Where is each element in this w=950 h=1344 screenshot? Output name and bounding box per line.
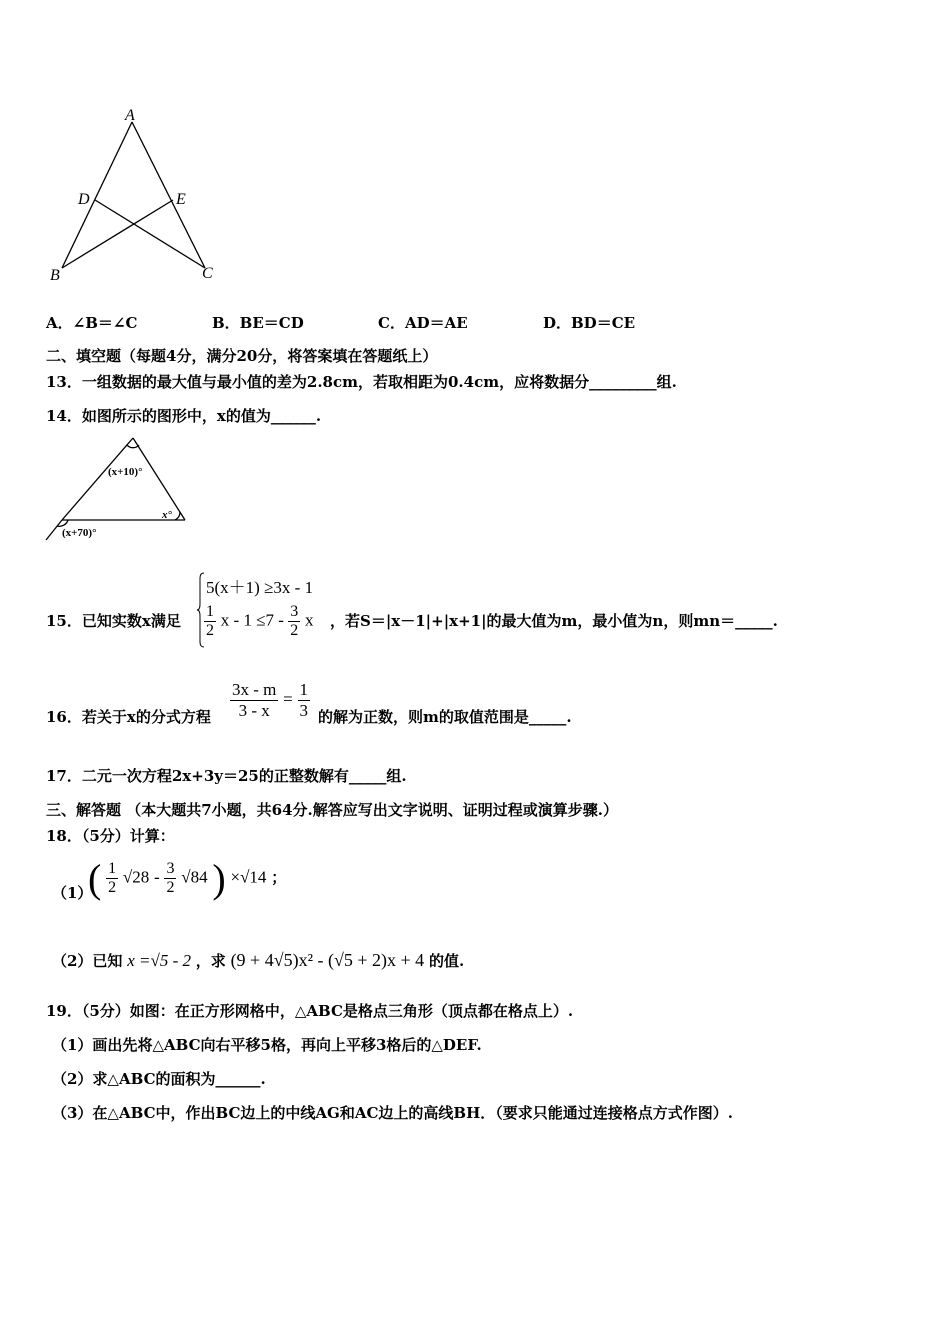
option-b: B．BE＝CD — [212, 314, 304, 332]
side-left — [62, 438, 133, 520]
question-13: 13．一组数据的最大值与最小值的差为2.8cm，若取相距为0.4cm，应将数据分_________组. — [46, 373, 677, 391]
lhs-fraction: $\frac{3x - m}{3 - x}$ — [232, 680, 277, 720]
inequality-2: $\frac{1}{2}$ x - 1 ≤7 - $\frac{3}{2}$ x — [206, 603, 314, 639]
label-d: D — [78, 191, 90, 208]
section-2-title: 二、填空题（每题4分，满分20分，将答案填在答题纸上） — [46, 347, 438, 365]
option-c: C．AD＝AE — [378, 314, 468, 332]
question-19-part3: （3）在△ABC中，作出BC边上的中线AG和AC边上的高线BH．（要求只能通过连接格点方式作图）. — [52, 1104, 734, 1122]
triangle-figure-abde — [40, 100, 230, 290]
label-e: E — [176, 191, 186, 208]
label-b: B — [50, 267, 60, 284]
question-19-part1: （1）画出先将△ABC向右平移5格，再向上平移3格后的△DEF. — [52, 1036, 482, 1054]
option-d: D．BD＝CE — [543, 314, 636, 332]
label-c: C — [202, 265, 213, 282]
q18-part2: （2）已知 x =√5 - 2 ，求 (9 + 4√5)x² - (√5 + 2)x + 4 的值. — [52, 950, 465, 970]
question-14: 14．如图所示的图形中，x的值为______. — [46, 407, 322, 425]
option-a: A．∠B＝∠C — [46, 314, 138, 332]
question-15-prefix: 15．已知实数x满足 — [46, 612, 181, 630]
section-3-title: 三、解答题 （本大题共7小题，共64分.解答应写出文字说明、证明过程或演算步骤.） — [46, 801, 618, 819]
label-top-angle: (x+10)° — [108, 466, 143, 478]
question-15-suffix: ，若S＝|x－1|+|x+1|的最大值为m，最小值为n，则mn＝_____. — [330, 612, 778, 630]
q18-part1-label: （1） — [52, 884, 93, 902]
question-18-header: 18．（5分）计算： — [46, 827, 175, 845]
inequality-1: 5(x＋1) ≥3x - 1 — [206, 578, 314, 597]
question-16-suffix: 的解为正数，则m的取值范围是_____. — [318, 708, 572, 726]
label-right-angle: x° — [162, 509, 172, 521]
fraction-three-halves: $\frac{3}{2}$ — [290, 603, 299, 639]
fraction-half: $\frac{1}{2}$ — [206, 603, 214, 639]
question-16-prefix: 16．若关于x的分式方程 — [46, 708, 211, 726]
question-19-part2: （2）求△ABC的面积为______. — [52, 1070, 266, 1088]
q18-part1-expression: ( $\frac{1}{2}$ √28 - $\frac{3}{2}$ √84 ) ×√14 ； — [88, 856, 287, 901]
fractional-equation: $\frac{3x - m}{3 - x}$ = $\frac{1}{3}$ — [232, 680, 309, 720]
question-17: 17．二元一次方程2x+3y＝25的正整数解有_____组. — [46, 767, 407, 785]
extension-line — [46, 520, 62, 540]
angle-arc-right — [175, 512, 180, 520]
side-right — [133, 438, 185, 520]
label-bottom-angle: (x+70)° — [62, 527, 97, 539]
rhs-fraction: $\frac{1}{3}$ — [299, 680, 309, 720]
paren-right-icon: ) — [212, 856, 226, 901]
question-19-header: 19．（5分）如图：在正方形网格中，△ABC是格点三角形（顶点都在格点上）. — [46, 1002, 574, 1020]
paren-left-icon: ( — [88, 856, 102, 901]
label-a: A — [125, 107, 135, 124]
triangle-figure-q14 — [40, 430, 200, 548]
